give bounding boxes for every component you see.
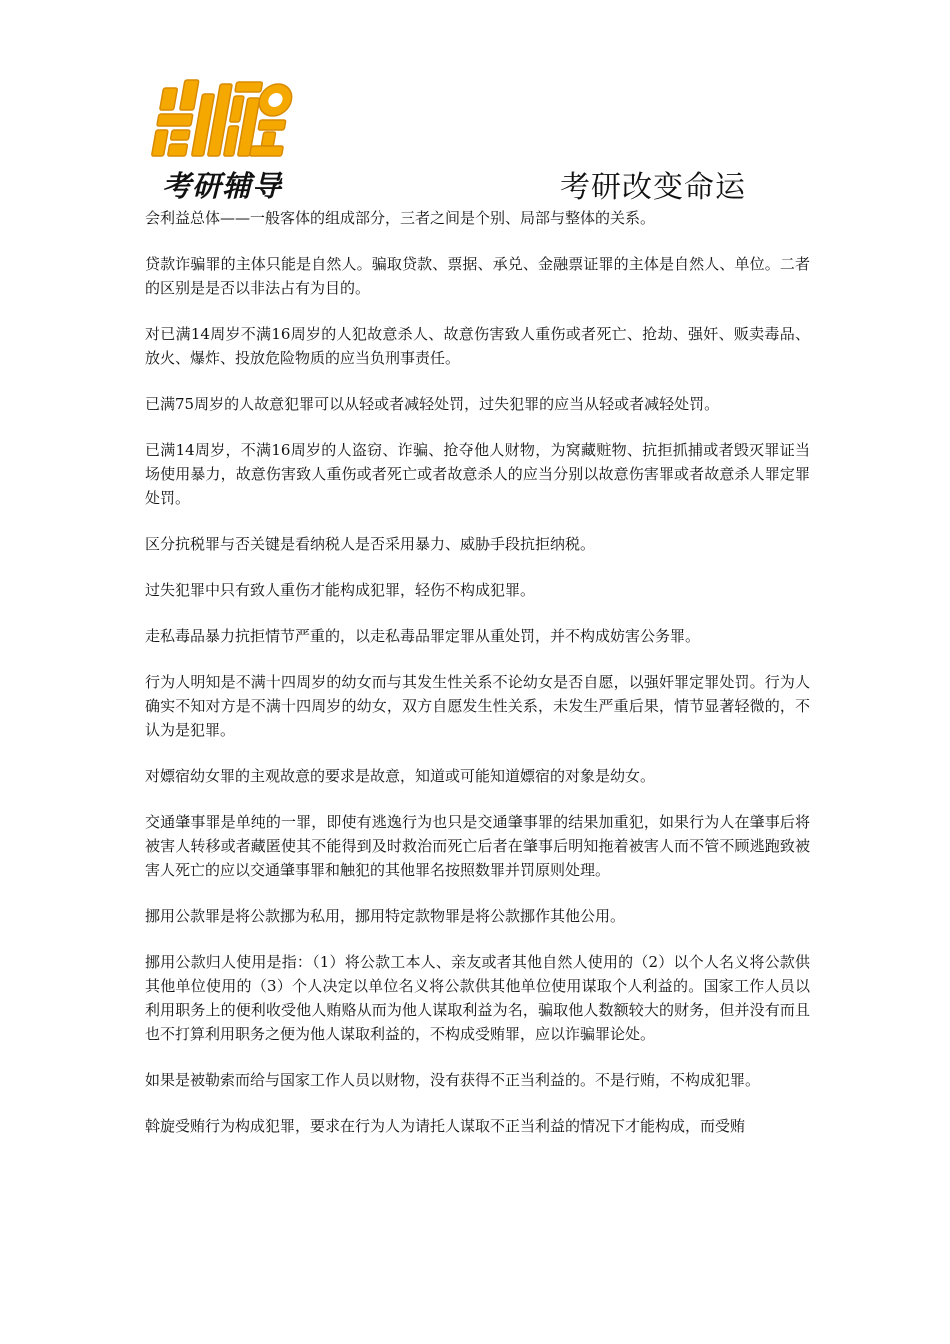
slogan: 考研改变命运 <box>560 170 746 205</box>
paragraph: 已满14周岁，不满16周岁的人盗窃、诈骗、抢夺他人财物，为窝藏赃物、抗拒抓捕或者毁灭罪证当场使用暴力，故意伤害致人重伤或者死亡或者故意杀人的应当分别以故意伤害罪或者故意杀人罪定罪处罚。 <box>145 441 810 507</box>
paragraph: 走私毒品暴力抗拒情节严重的，以走私毒品罪定罪从重处罚，并不构成妨害公务罪。 <box>145 627 701 645</box>
logo-subtitle: 考研辅导 <box>162 169 283 203</box>
paragraph: 行为人明知是不满十四周岁的幼女而与其发生性关系不论幼女是否自愿，以强奸罪定罪处罚。行为人确实不知对方是不满十四周岁的幼女，双方自愿发生性关系，未发生严重后果，情节显著轻微的，不认为是犯罪。 <box>145 673 810 739</box>
paragraph: 交通肇事罪是单纯的一罪，即使有逃逸行为也只是交通肇事罪的结果加重犯，如果行为人在肇事后将被害人转移或者藏匿使其不能得到及时救治而死亡后者在肇事后明知拖着被害人而不管不顾逃跑致被害人死亡的应以交通肇事罪和触犯的其他罪名按照数罪并罚原则处理。 <box>145 813 810 879</box>
paragraph: 挪用公款归人使用是指：（1）将公款工本人、亲友或者其他自然人使用的（2）以个人名义将公款供其他单位使用的（3）个人决定以单位名义将公款供其他单位使用谋取个人利益的。国家工作人员以利用职务上的便利收受他人贿赂从而为他人谋取利益为名，骗取他人数额较大的财务，但并没有而且也不打算利用职务之便为他人谋取利益的，不构成受贿罪，应以诈骗罪论处。 <box>145 953 810 1043</box>
paragraph: 区分抗税罪与否关键是看纳税人是否采用暴力、威胁手段抗拒纳税。 <box>145 535 596 553</box>
paragraph: 过失犯罪中只有致人重伤才能构成犯罪，轻伤不构成犯罪。 <box>145 581 536 599</box>
paragraph: 贷款诈骗罪的主体只能是自然人。骗取贷款、票据、承兑、金融票证罪的主体是自然人、单位。二者的区别是是否以非法占有为目的。 <box>145 255 810 297</box>
brand-logo <box>150 74 300 203</box>
paragraph: 挪用公款罪是将公款挪为私用，挪用特定款物罪是将公款挪作其他公用。 <box>145 907 626 925</box>
paragraph: 斡旋受贿行为构成犯罪，要求在行为人为请托人谋取不正当利益的情况下才能构成，而受贿 <box>145 1117 746 1135</box>
document-body <box>145 206 810 1138</box>
paragraph: 对嫖宿幼女罪的主观故意的要求是故意，知道或可能知道嫖宿的对象是幼女。 <box>145 767 656 785</box>
kaicheng-logo-icon <box>150 74 300 162</box>
paragraph: 对已满14周岁不满16周岁的人犯故意杀人、故意伤害致人重伤或者死亡、抢劫、强奸、贩卖毒品、放火、爆炸、投放危险物质的应当负刑事责任。 <box>145 325 810 367</box>
paragraph: 如果是被勒索而给与国家工作人员以财物，没有获得不正当利益的。不是行贿，不构成犯罪。 <box>145 1071 761 1089</box>
paragraph: 已满75周岁的人故意犯罪可以从轻或者减轻处罚，过失犯罪的应当从轻或者减轻处罚。 <box>145 395 720 413</box>
paragraph: 会利益总体——一般客体的组成部分，三者之间是个别、局部与整体的关系。 <box>145 209 656 227</box>
